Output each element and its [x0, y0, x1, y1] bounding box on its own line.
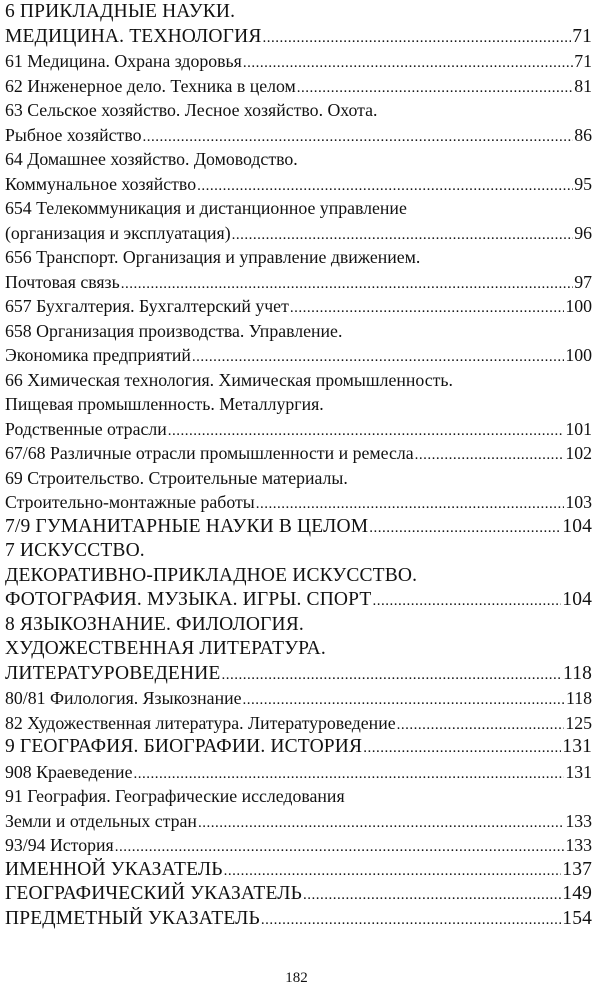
toc-entry: [5, 319, 592, 344]
toc-entry: [5, 417, 592, 442]
dot-leader: [168, 417, 565, 444]
toc-entry: [5, 441, 592, 466]
toc-entry: [5, 809, 592, 834]
toc-entry: [5, 221, 592, 246]
toc-entry-title: ДЕКОРАТИВНО-ПРИКЛАДНОЕ ИСКУССТВО.: [5, 564, 418, 586]
dot-leader: [232, 221, 574, 248]
toc-entry-title: 6 ПРИКЛАДНЫЕ НАУКИ.: [5, 1, 236, 22]
dot-leader: [222, 662, 563, 688]
toc-entry-title: 66 Химическая технология. Химическая промышленность.: [5, 369, 453, 390]
toc-entry-page: 149: [562, 883, 592, 904]
dot-leader: [262, 25, 571, 51]
dot-leader: [303, 882, 561, 908]
toc-entry-page: 118: [565, 688, 592, 708]
toc-entry-title: 62 Инженерное дело. Техника в целом: [5, 75, 296, 96]
dot-leader: [243, 49, 573, 76]
toc-entry: [5, 25, 592, 50]
toc-entry-title: 657 Бухгалтерия. Бухгалтерский учет: [5, 296, 289, 316]
toc-entry-title: 7 ИСКУССТВО.: [5, 540, 145, 561]
toc-entry-title: 61 Медицина. Охрана здоровья: [5, 51, 242, 71]
toc-entry-title: 64 Домашнее хозяйство. Домоводство.: [5, 149, 298, 169]
toc-entry-title: 7/9 ГУМАНИТАРНЫЕ НАУКИ В ЦЕЛОМ: [5, 515, 369, 537]
toc-entry-page: 118: [563, 662, 592, 684]
toc-entry-page: 133: [565, 810, 592, 831]
dot-leader: [261, 907, 561, 933]
toc-entry-title: 82 Художественная литература. Литературоведение: [5, 712, 396, 733]
toc-entry-page: 154: [562, 907, 592, 929]
toc-entry-page: 104: [562, 515, 592, 537]
toc-entry-page: 100: [565, 345, 592, 365]
toc-entry: [5, 858, 592, 883]
toc-entry-page: 137: [562, 858, 592, 880]
toc-entry-page: 95: [574, 173, 592, 194]
toc-entry-title: Рыбное хозяйство: [5, 124, 142, 145]
toc-entry-title: ИМЕННОЙ УКАЗАТЕЛЬ: [5, 858, 223, 880]
toc-entry: [5, 907, 592, 932]
toc-entry: [5, 392, 592, 417]
toc-entry-page: 100: [565, 296, 592, 316]
toc-entry-title: ПРЕДМЕТНЫЙ УКАЗАТЕЛЬ: [5, 907, 260, 929]
toc-entry-title: 69 Строительство. Строительные материалы.: [5, 467, 348, 488]
toc-entry: [5, 637, 592, 662]
toc-entry: [5, 368, 592, 393]
toc-entry-title: 654 Телекоммуникация и дистанционное управление: [5, 198, 407, 218]
toc-entry-page: 86: [574, 124, 592, 145]
toc-entry-page: 71: [572, 25, 592, 47]
toc-entry: [5, 711, 592, 736]
dot-leader: [115, 833, 565, 860]
toc-entry: [5, 564, 592, 589]
toc-entry: [5, 833, 592, 858]
dot-leader: [192, 343, 564, 370]
toc-entry-title: 67/68 Различные отрасли промышленности и ремесла: [5, 443, 414, 463]
toc-entry: [5, 588, 592, 613]
dot-leader: [224, 858, 562, 884]
toc-entry: [5, 735, 592, 760]
toc-entry-title: 91 География. Географические исследования: [5, 786, 345, 806]
toc-entry: [5, 147, 592, 172]
toc-entry: [5, 196, 592, 221]
toc-entry-page: 125: [565, 712, 592, 733]
toc-entry: [5, 882, 592, 907]
dot-leader: [197, 172, 573, 199]
dot-leader: [256, 490, 565, 517]
page-number: 182: [285, 970, 308, 986]
toc-entry: [5, 466, 592, 491]
toc-entry: [5, 98, 592, 123]
toc-entry-title: Строительно-монтажные работы: [5, 492, 255, 512]
toc-entry: [5, 686, 592, 711]
dot-leader: [143, 123, 574, 150]
toc-entry-title: ФОТОГРАФИЯ. МУЗЫКА. ИГРЫ. СПОРТ: [5, 589, 372, 610]
toc-entry-page: 103: [565, 492, 592, 512]
dot-leader: [297, 74, 573, 101]
toc-entry: [5, 245, 592, 270]
toc-entry-title: 656 Транспорт. Организация и управление движением.: [5, 247, 421, 267]
toc-entry: [5, 343, 592, 368]
toc-entry-title: Коммунальное хозяйство: [5, 173, 197, 194]
toc-entry-title: ЛИТЕРАТУРОВЕДЕНИЕ: [5, 662, 221, 684]
dot-leader: [198, 809, 564, 836]
toc-entry: [5, 784, 592, 809]
toc-entry-page: 97: [574, 271, 592, 292]
dot-leader: [363, 735, 561, 761]
toc-entry: [5, 662, 592, 687]
toc-entry-title: 658 Организация производства. Управление.: [5, 320, 343, 341]
dot-leader: [369, 515, 561, 541]
toc-entry: [5, 172, 592, 197]
toc-entry-title: Пищевая промышленность. Металлургия.: [5, 394, 324, 414]
dot-leader: [397, 711, 565, 738]
dot-leader: [290, 294, 564, 321]
toc-entry-page: 101: [565, 418, 592, 439]
toc-entry-title: МЕДИЦИНА. ТЕХНОЛОГИЯ: [5, 25, 262, 47]
toc-entry: [5, 270, 592, 295]
toc-entry: [5, 74, 592, 99]
toc-entry: [5, 0, 592, 25]
toc-entry-title: Родственные отрасли: [5, 418, 167, 439]
toc-entry-page: 71: [574, 51, 592, 71]
toc-entry-page: 131: [565, 761, 592, 782]
table-of-contents: [5, 0, 592, 931]
toc-entry-title: Экономика предприятий: [5, 345, 191, 365]
toc-entry-page: 104: [562, 589, 592, 610]
toc-entry-title: (организация и эксплуатация): [5, 222, 231, 243]
toc-entry: [5, 613, 592, 638]
toc-entry-title: 8 ЯЗЫКОЗНАНИЕ. ФИЛОЛОГИЯ.: [5, 613, 304, 635]
toc-entry-title: 9 ГЕОГРАФИЯ. БИОГРАФИИ. ИСТОРИЯ: [5, 736, 363, 757]
toc-entry: [5, 515, 592, 540]
toc-entry: [5, 490, 592, 515]
dot-leader: [243, 686, 565, 713]
dot-leader: [133, 760, 564, 787]
toc-entry: [5, 539, 592, 564]
toc-entry-page: 96: [574, 222, 592, 243]
dot-leader: [415, 441, 565, 468]
toc-entry-page: 102: [565, 443, 592, 463]
toc-entry-title: 63 Сельское хозяйство. Лесное хозяйство. Охота.: [5, 100, 378, 120]
toc-entry: [5, 49, 592, 74]
toc-entry-title: 80/81 Филология. Языкознание: [5, 688, 242, 708]
toc-entry-page: 81: [574, 75, 592, 96]
toc-entry-title: 93/94 История: [5, 835, 114, 855]
toc-entry-title: 908 Краеведение: [5, 761, 133, 782]
toc-entry: [5, 294, 592, 319]
toc-entry-title: ГЕОГРАФИЧЕСКИЙ УКАЗАТЕЛЬ: [5, 883, 303, 904]
toc-entry-title: ХУДОЖЕСТВЕННАЯ ЛИТЕРАТУРА.: [5, 638, 326, 659]
toc-entry-page: 133: [565, 835, 592, 855]
dot-leader: [121, 270, 574, 297]
toc-entry-title: Почтовая связь: [5, 271, 120, 292]
toc-entry: [5, 123, 592, 148]
toc-entry-page: 131: [562, 736, 592, 757]
toc-entry: [5, 760, 592, 785]
toc-entry-title: Земли и отдельных стран: [5, 810, 197, 831]
dot-leader: [372, 588, 561, 614]
